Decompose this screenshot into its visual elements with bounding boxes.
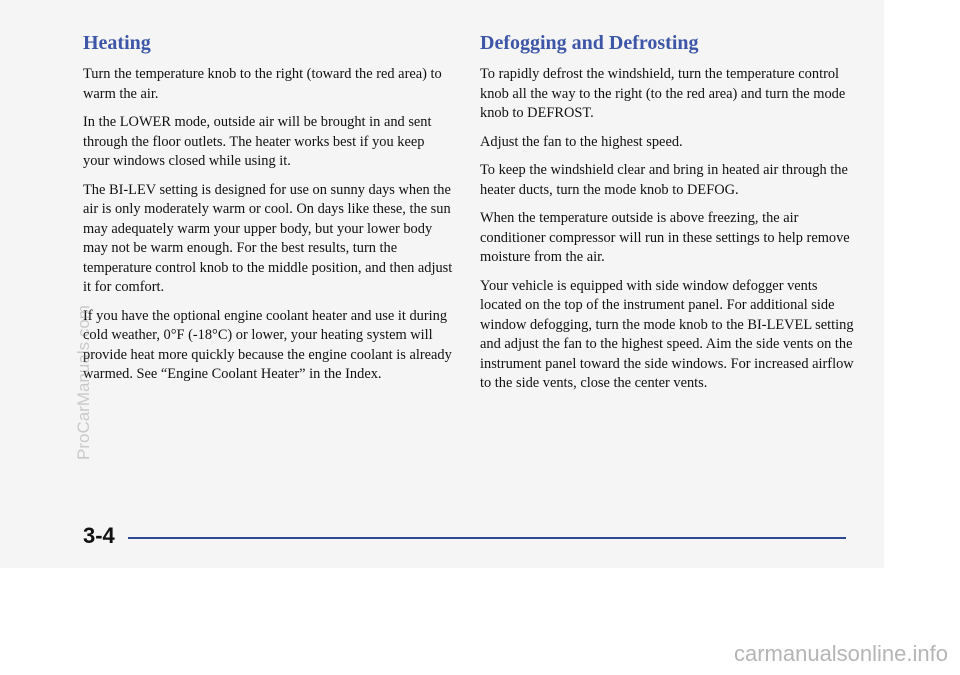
defogging-heading: Defogging and Defrosting — [480, 32, 699, 54]
defogging-paragraph-5: Your vehicle is equipped with side window defogger vents located on the top of the instrument panel. For additional side window defogging, turn the mode knob to the BI-LEVEL setting and adjust the fan to the highest speed. Aim the side vents on the instrument panel toward the side windows. For increased airflow to the side vents, close the center vents. — [480, 277, 854, 391]
defogging-paragraph-1: To rapidly defrost the windshield, turn the temperature control knob all the way to the right (to the red area) and turn the mode knob to DEFROST. — [480, 66, 846, 121]
page-number: 3-4 — [83, 523, 115, 548]
side-watermark: ProCarManuals.com — [74, 305, 93, 460]
defogging-paragraph-4: When the temperature outside is above freezing, the air conditioner compressor will run in these settings to help remove moisture from the air. — [480, 210, 850, 265]
heating-paragraph-3: The BI-LEV setting is designed for use on sunny days when the air is only moderately warm or cool. On days like these, the sun may adequately warm your upper body, but your lower body may not be warm enough. For the best results, turn the temperature control knob to the middle position, and then adjust it for comfort. — [83, 181, 453, 295]
heating-section — [83, 30, 453, 394]
defogging-section — [480, 30, 860, 403]
bottom-watermark: carmanualsonline.info — [733, 641, 948, 666]
heating-paragraph-2: In the LOWER mode, outside air will be brought in and sent through the floor outlets. The heater works best if you keep your windows closed while using it. — [83, 114, 432, 169]
heating-paragraph-4: If you have the optional engine coolant heater and use it during cold weather, 0°F (-18°C) or lower, your heating system will provide heat more quickly because the engine coolant is already warmed. See “Engine Coolant Heater” in the Index. — [83, 307, 452, 382]
heating-heading: Heating — [83, 32, 151, 54]
defogging-paragraph-2: Adjust the fan to the highest speed. — [480, 133, 683, 150]
heating-paragraph-1: Turn the temperature knob to the right (toward the red area) to warm the air. — [83, 66, 442, 102]
defogging-paragraph-3: To keep the windshield clear and bring in heated air through the heater ducts, turn the mode knob to DEFOG. — [480, 162, 848, 198]
footer-rule — [128, 537, 846, 539]
